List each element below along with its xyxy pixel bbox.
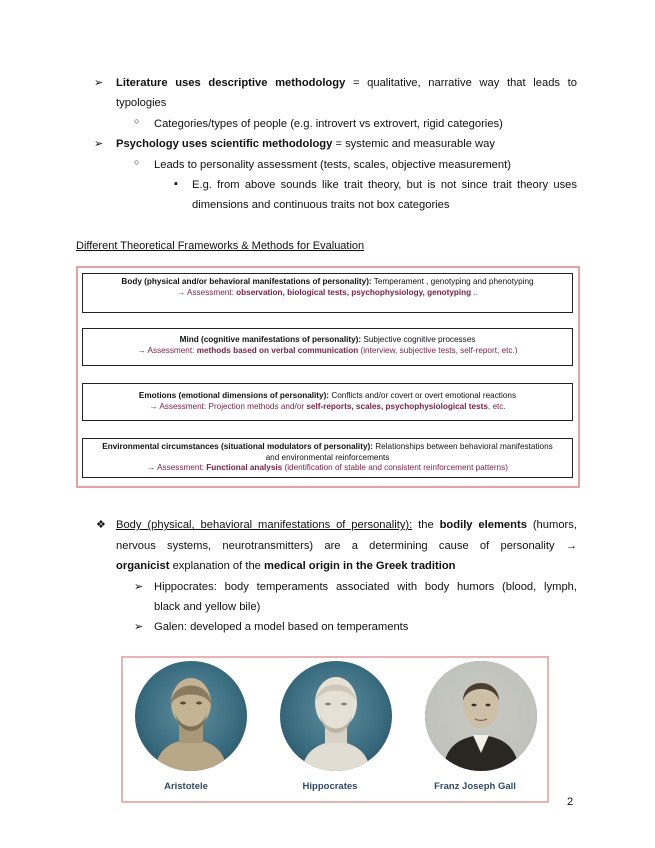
- arrow-bullet-icon: ➢: [134, 621, 144, 633]
- arrow-bullet-icon: ➢: [94, 77, 104, 89]
- section-title: Different Theoretical Frameworks & Methods for Evaluation: [76, 240, 365, 252]
- portrait-icon: [425, 661, 537, 771]
- arrow-bullet-icon: ➢: [94, 138, 104, 150]
- galen-line: Galen: developed a model based on temperaments: [154, 621, 409, 633]
- aristotele-portrait: [135, 661, 247, 771]
- square-bullet-icon: ▪: [174, 178, 178, 190]
- psychology-sub: Leads to personality assessment (tests, scales, objective measurement): [154, 159, 511, 171]
- psychology-line: Psychology uses scientific methodology = systemic and measurable way: [116, 138, 495, 150]
- literature-cont: typologies: [116, 97, 167, 109]
- framework-emotions-box: Emotions (emotional dimensions of personality): Conflicts and/or covert or overt emotional reactions → Assessment: Projection methods and/or self-reports, scales, psychophysiological tests, etc.: [82, 383, 573, 421]
- literature-sub: Categories/types of people (e.g. introvert vs extrovert, rigid categories): [154, 118, 503, 130]
- diamond-bullet-icon: ❖: [96, 519, 106, 531]
- hippocrates-portrait: [280, 661, 392, 771]
- arrow-bullet-icon: ➢: [134, 581, 144, 593]
- body-para-line-2: nervous systems, neurotransmitters) are a determining cause of personality →: [116, 540, 577, 552]
- gall-caption: Franz Joseph Gall: [434, 781, 516, 792]
- framework-body-box: Body (physical and/or behavioral manifestations of personality): Temperament , genotyping and phenotyping → Assessment: observation, biological tests, psychophysiology, genotyping ..: [82, 273, 573, 313]
- gall-portrait: [425, 661, 537, 771]
- hippocrates-caption: Hippocrates: [302, 781, 358, 792]
- page-number: 2: [567, 796, 574, 808]
- hippocrates-line-2: black and yellow bile): [154, 601, 261, 613]
- bust-icon: [280, 661, 392, 771]
- aristotele-caption: Aristotele: [164, 781, 208, 792]
- psychology-subsub-1: E.g. from above sounds like trait theory, but is not since trait theory uses: [192, 179, 577, 191]
- literature-line: Literature uses descriptive methodology = qualitative, narrative way that leads to: [116, 77, 577, 89]
- circle-bullet-icon: ○: [134, 116, 140, 126]
- framework-mind-box: Mind (cognitive manifestations of personality): Subjective cognitive processes → Assessment: methods based on verbal communication (interview, subjective tests, self-report, etc.): [82, 328, 573, 366]
- bust-icon: [135, 661, 247, 771]
- body-para-line-3: organicist explanation of the medical origin in the Greek tradition: [116, 560, 456, 572]
- hippocrates-line-1: Hippocrates: body temperaments associated with body humors (blood, lymph,: [154, 581, 577, 593]
- circle-bullet-icon: ○: [134, 157, 140, 167]
- framework-environment-box: Environmental circumstances (situational modulators of personality): Relationships between behavioral manifestations and environmental reinforcements → Assessment: Functional analysis (identification of stable and consistent reinforcement patterns): [82, 438, 573, 478]
- psychology-subsub-2: dimensions and continuous traits not box categories: [192, 199, 450, 211]
- body-para-line-1: Body (physical, behavioral manifestations of personality): the bodily elements (humors,: [116, 519, 577, 531]
